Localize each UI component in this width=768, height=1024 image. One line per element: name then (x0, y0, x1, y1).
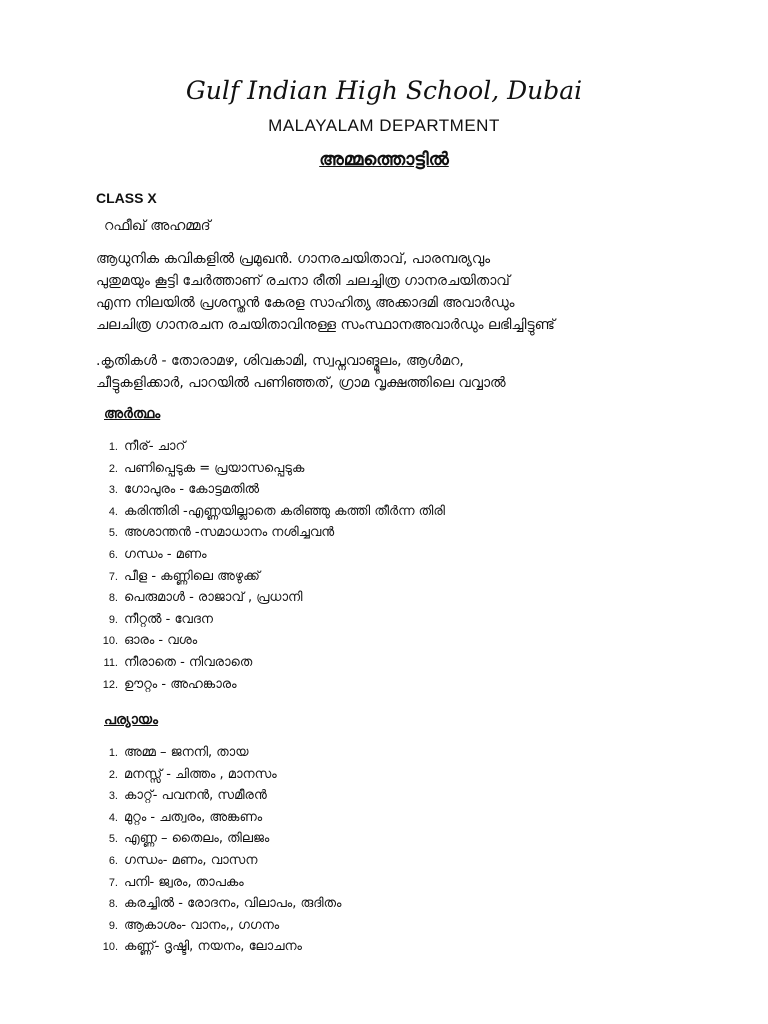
list-item (84, 522, 445, 544)
item-text: കണ്ണ്- ദൃഷ്ടി, നയനം, ലോചനം (124, 939, 302, 955)
item-number: 2. (108, 462, 118, 475)
item-text: നീരാതെ - നിവരാതെ (124, 654, 253, 670)
list-item (84, 544, 445, 566)
item-text: ആകാശം- വാനം,, ഗഗനം (124, 917, 280, 933)
item-number: 7. (108, 876, 118, 889)
item-text: മുറ്റം - ചത്വരം, അങ്കണം (124, 809, 263, 825)
list-item (84, 936, 341, 958)
author-name: റഫീഖ് അഹമ്മദ് (104, 218, 211, 234)
list-item (84, 785, 341, 807)
item-text: ഗന്ധം- മണം, വാസന (124, 852, 258, 868)
class-label: CLASS X (96, 190, 157, 206)
works-list (96, 350, 716, 394)
item-text: എണ്ണ – തൈലം, തിലജം (124, 831, 270, 847)
item-text: ഓരം - വശം (124, 633, 198, 649)
list-item (84, 828, 341, 850)
item-number: 8. (108, 592, 118, 605)
list-item (84, 501, 445, 523)
list-item (84, 609, 445, 631)
list-item (84, 458, 445, 480)
list-item (84, 652, 445, 674)
list-item (84, 850, 341, 872)
item-text: അശാന്തൻ -സമാധാനം നശിച്ചവൻ (124, 525, 335, 541)
item-text: നീറ്റൽ - വേദന (124, 611, 213, 627)
school-name: Gulf Indian High School, Dubai (185, 76, 583, 105)
list-item (84, 674, 445, 696)
item-text: നീര്- ചാറ് (124, 439, 186, 454)
item-text: കരിന്തിരി -എണ്ണയില്ലാതെ കരിഞ്ഞു കത്തി തീർന്ന തിരി (124, 503, 445, 519)
item-text: ഗോപുരം - കോട്ടമതിൽ (124, 482, 260, 498)
item-number: 7. (108, 570, 118, 583)
item-number: 9. (108, 613, 118, 626)
item-number: 1. (108, 747, 118, 759)
item-text: പനി- ജ്വരം, താപകം (124, 874, 244, 890)
bio-line: എന്ന നിലയിൽ പ്രശസ്തൻ കേരള സാഹിത്യ അക്കാദമി അവാർഡും (96, 295, 515, 311)
item-text: മനസ്സ് - ചിത്തം , മാനസം (124, 766, 277, 782)
item-text: ഗന്ധം - മണം (124, 546, 207, 562)
item-number: 1. (108, 441, 118, 453)
list-item (84, 630, 445, 652)
page-title (0, 149, 768, 170)
works-line: .കൃതികൾ - തോരാമഴ, ശിവകാമി, സ്വപ്നവാങ്മൂലം, ആൾമറ, (96, 353, 464, 369)
bio-line: ആധുനിക കവികളിൽ പ്രമുഖൻ. ഗാനരചയിതാവ്, പാരമ്പര്യവും (96, 251, 491, 267)
synonyms-list (84, 742, 341, 958)
item-number: 4. (108, 811, 118, 824)
synonyms-heading: പര്യായം (104, 712, 158, 728)
list-item (84, 742, 341, 764)
item-number: 2. (108, 768, 118, 781)
list-item (84, 479, 445, 501)
item-number: 3. (108, 790, 118, 803)
item-number: 9. (108, 919, 118, 932)
item-number: 6. (108, 854, 118, 867)
department-name: MALAYALAM DEPARTMENT (268, 116, 500, 135)
list-item (84, 915, 341, 937)
author-bio (96, 248, 696, 336)
item-text: പീള - കണ്ണിലെ അഴുക്ക് (124, 568, 260, 584)
works-line: ചീട്ടുകളിക്കാർ, പാറയിൽ പണിഞ്ഞത്, ഗ്രാമ വൃക്ഷത്തിലെ വവ്വാൽ (96, 375, 506, 391)
list-item (84, 566, 445, 588)
item-number: 5. (108, 527, 118, 540)
item-number: 12. (102, 678, 118, 691)
item-number: 10. (102, 941, 118, 954)
list-item (84, 436, 445, 458)
item-number: 5. (108, 833, 118, 846)
meaning-list (84, 436, 445, 695)
item-number: 4. (108, 505, 118, 518)
item-number: 11. (103, 656, 118, 669)
bio-line: ചലചിത്ര ഗാനരചന രചയിതാവിനുള്ള സംസ്ഥാനഅവാർഡും ലഭിച്ചിട്ടുണ്ട് (96, 317, 555, 333)
item-text: അമ്മ – ജനനി, തായ (124, 745, 249, 760)
item-text: ഊറ്റം - അഹങ്കാരം (124, 676, 237, 692)
item-text: പണിപ്പെടുക = പ്രയാസപ്പെടുക (124, 460, 305, 476)
item-text: കരച്ചിൽ - രോദനം, വിലാപം, രുദിതം (124, 896, 342, 912)
list-item (84, 872, 341, 894)
item-text: കാറ്റ്- പവനൻ, സമീരൻ (124, 788, 267, 804)
bio-line: പുതുമയും കൂട്ടി ചേർത്താണ് രചനാ രീതി ചലച്ചിത്ര ഗാനരചയിതാവ് (96, 273, 510, 289)
list-item (84, 807, 341, 829)
item-number: 8. (108, 898, 118, 911)
list-item (84, 893, 341, 915)
list-item (84, 587, 445, 609)
item-text: പെരുമാൾ - രാജാവ് , പ്രധാനി (124, 590, 303, 606)
meaning-heading: അർത്ഥം (104, 406, 161, 422)
item-number: 10. (102, 635, 118, 648)
list-item (84, 764, 341, 786)
item-number: 3. (108, 484, 118, 497)
item-number: 6. (108, 548, 118, 561)
page-title-text: അമ്മത്തൊട്ടിൽ (319, 149, 449, 170)
